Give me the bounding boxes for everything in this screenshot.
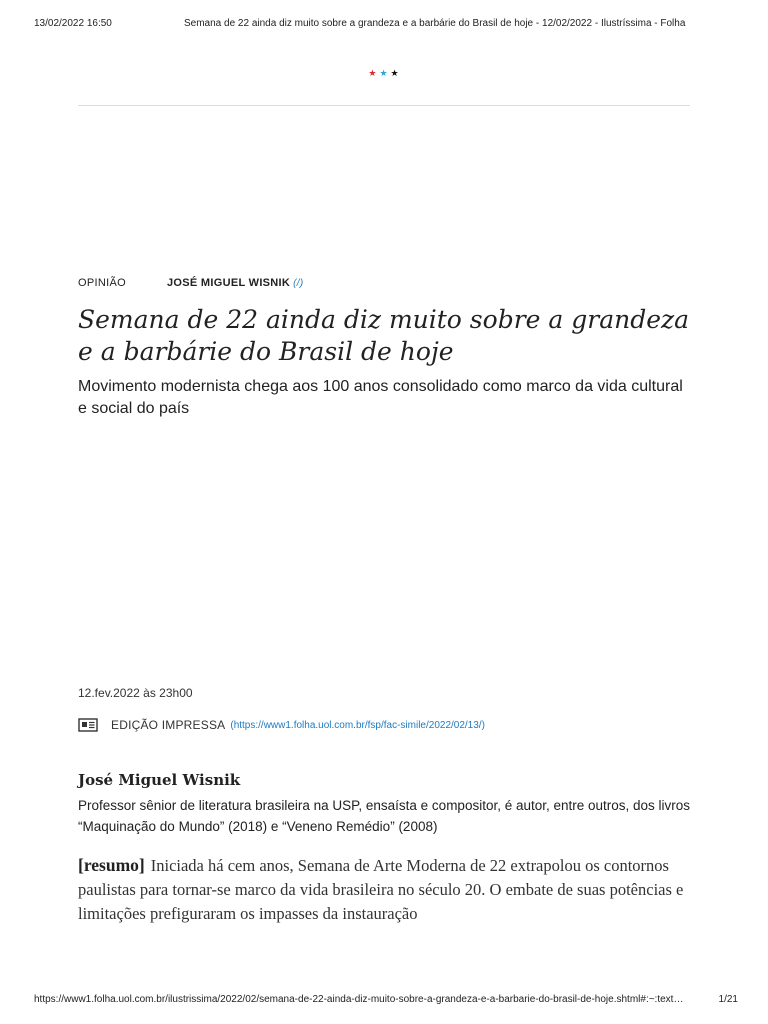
article-summary [78,853,698,926]
print-edition-label[interactable]: EDIÇÃO IMPRESSA [111,718,226,732]
article-subhead: Movimento modernista chega aos 100 anos consolidado como marco da vida cultural e social do país [78,378,683,417]
red-star-icon: ★ [368,68,378,78]
publish-date: 12.fev.2022 às 23h00 [78,686,193,700]
author-bio-text: Professor sênior de literatura brasileira na USP, ensaísta e compositor, é autor, entre outros, dos livros “Maquinação do Mundo” (2018) e “Veneno Remédio” (2008) [78,798,691,834]
author-kicker[interactable] [167,277,304,289]
print-timestamp: 13/02/2022 16:50 [34,18,112,29]
newspaper-icon [78,718,98,732]
section-label[interactable]: OPINIÃO [78,277,126,289]
print-page-title: Semana de 22 ainda diz muito sobre a grandeza e a barbárie do Brasil de hoje - 12/02/2022 - Ilustríssima - Folha [184,18,686,29]
article-headline: Semana de 22 ainda diz muito sobre a grandeza e a barbárie do Brasil de hoje [78,305,690,366]
print-edition [78,718,485,732]
folha-logo[interactable] [0,68,768,79]
author-bio-name: José Miguel Wisnik [78,771,241,789]
summary-text: Iniciada há cem anos, Semana de Arte Moderna de 22 extrapolou os contornos paulistas para tornar-se marco da vida brasileira no século 20. O embate de suas potências e limitações prefiguraram os impasses da instauração [78,856,684,923]
blue-star-icon: ★ [379,68,389,78]
author-kicker-name[interactable]: JOSÉ MIGUEL WISNIK [167,277,291,289]
summary-tag: [resumo] [78,855,145,875]
print-edition-link[interactable]: (https://www1.folha.uol.com.br/fsp/fac-simile/2022/02/13/) [230,719,485,731]
article-kicker [78,277,304,289]
print-footer-url: https://www1.folha.uol.com.br/ilustrissima/2022/02/semana-de-22-ainda-diz-muito-sobre-a-grandeza-e-a-barbarie-do-brasil-de-hoje.shtml#:~:text… [34,994,684,1005]
black-star-icon: ★ [390,68,400,78]
author-link[interactable]: (/) [293,278,304,289]
print-page-number: 1/21 [718,994,738,1005]
header-divider [78,105,690,106]
